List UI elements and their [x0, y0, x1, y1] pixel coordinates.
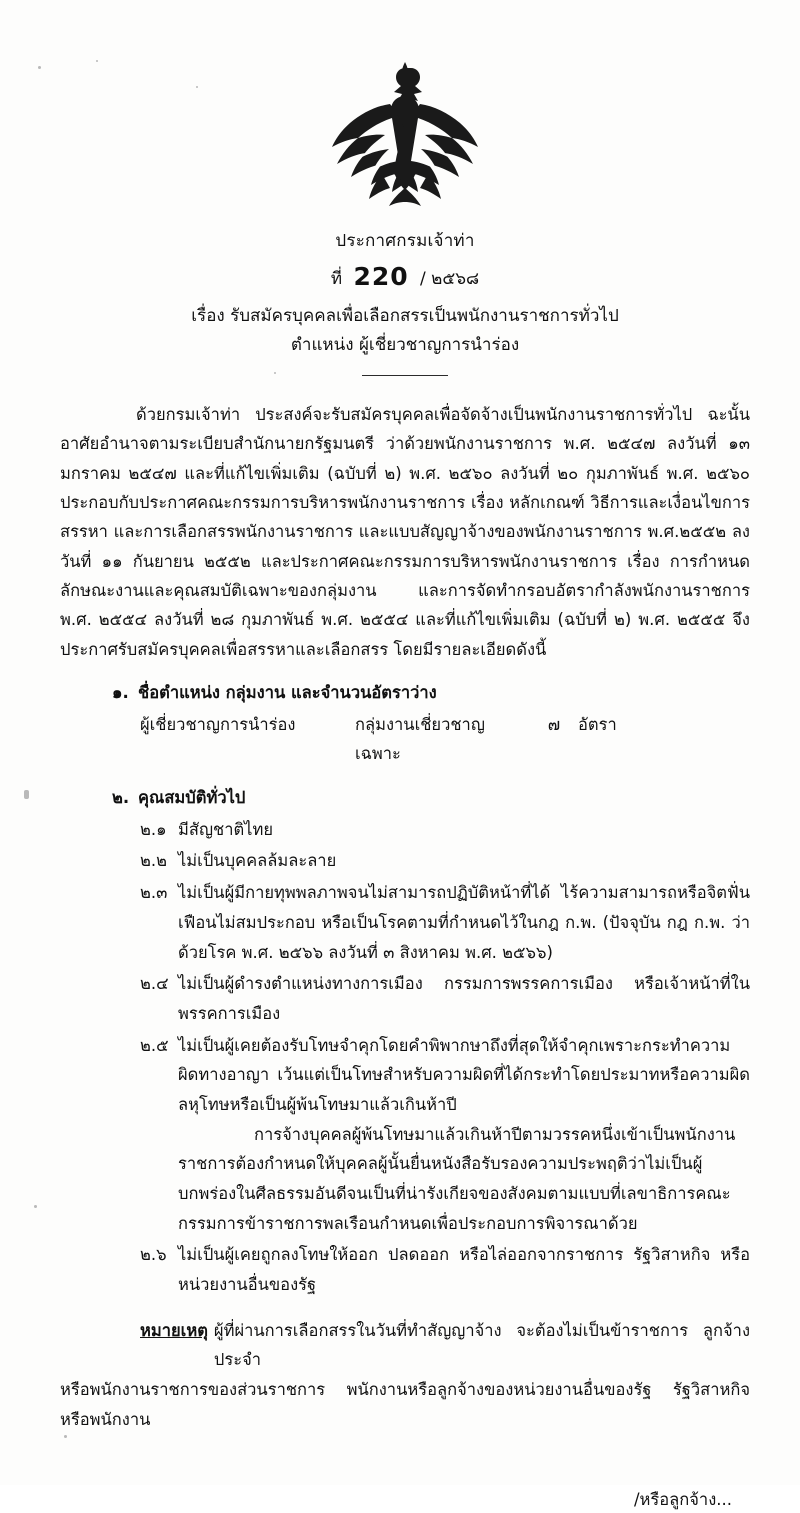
scan-speck — [34, 1205, 37, 1208]
section-1-heading — [60, 678, 750, 708]
section-1-title: ชื่อตำแหน่ง กลุ่มงาน และจำนวนอัตราว่าง — [138, 683, 437, 703]
position-unit: อัตรา — [578, 714, 617, 734]
intro-body — [60, 400, 750, 664]
section-qualifications — [60, 783, 750, 1300]
list-item — [60, 969, 750, 1028]
heading-divider — [362, 375, 448, 376]
item-number: ๒.๖ — [140, 1245, 167, 1265]
section-position — [60, 678, 750, 769]
item-sub-text: การจ้างบุคคลผู้พ้นโทษมาแล้วเกินห้าปีตามวรรคหนึ่งเข้าเป็นพนักงานราชการต้องกำหนดให้บุคคลผู้นั้นยื่นหนังสือรับรองความประพฤติว่าไม่เป็นผู้บกพร่องในศีลธรรมอันดีจนเป็นที่น่ารังเกียจของสังคมตามแบบที่เลขาธิการคณะกรรมการข้าราชการพลเรือนกำหนดเพื่อประกอบการพิจารณาด้วย — [178, 1124, 736, 1233]
item-number: ๒.๓ — [140, 883, 168, 903]
number-prefix: ที่ — [330, 269, 343, 290]
announcement-position: ตำแหน่ง ผู้เชี่ยวชาญการนำร่อง — [290, 335, 520, 356]
announcement-title: ประกาศกรมเจ้าท่า — [335, 231, 475, 251]
note-label: หมายเหตุ — [140, 1320, 208, 1340]
item-number: ๒.๒ — [140, 851, 167, 871]
position-count: ๗ — [547, 714, 561, 734]
item-number: ๒.๔ — [140, 974, 169, 994]
note-block — [60, 1316, 750, 1375]
note-continuation: หรือพนักงานราชการของส่วนราชการ พนักงานหรือลูกจ้างของหน่วยงานอื่นของรัฐ รัฐวิสาหกิจ หรือพนักงาน — [60, 1380, 750, 1429]
section-2-number: ๒. — [112, 788, 130, 808]
item-number: ๒.๕ — [140, 1035, 169, 1055]
list-item — [60, 1031, 750, 1239]
list-item — [60, 1240, 750, 1299]
list-item — [60, 815, 750, 845]
item-text: ไม่เป็นบุคคลล้มละลาย — [178, 851, 337, 871]
item-main-text: ไม่เป็นผู้เคยต้องรับโทษจำคุกโดยคำพิพากษาถึงที่สุดให้จำคุกเพราะกระทำความผิดทางอาญา เว้นแต่เป็นโทษสำหรับความผิดที่ได้กระทำโดยประมาทหรือความผิดลหุโทษหรือเป็นผู้พ้นโทษมาแล้วเกินห้าปี — [178, 1035, 750, 1114]
position-row — [60, 710, 750, 769]
section-2-heading — [60, 783, 750, 813]
list-item — [60, 878, 750, 967]
announcement-number: 220 — [353, 262, 409, 292]
position-group: กลุ่มงานเชี่ยวชาญเฉพาะ — [355, 714, 485, 764]
intro-paragraph: ด้วยกรมเจ้าท่า ประสงค์จะรับสมัครบุคคลเพื่อจัดจ้างเป็นพนักงานราชการทั่วไป ฉะนั้น อาศัยอำนาจตามระเบียบสำนักนายกรัฐมนตรี ว่าด้วยพนักงานราชการ พ.ศ. ๒๕๔๗ ลงวันที่ ๑๓ มกราคม ๒๕๔๗ และที่แก้ไขเพิ่มเติม (ฉบับที่ ๒) พ.ศ. ๒๕๖๐ ลงวันที่ ๒๐ กุมภาพันธ์ พ.ศ. ๒๕๖๐ ประกอบกับประกาศคณะกรรมการบริหารพนักงานราชการ เรื่อง หลักเกณฑ์ วิธีการและเงื่อนไขการสรรหา และการเลือกสรรพนักงานราชการ และแบบสัญญาจ้างของพนักงานราชการ พ.ศ.๒๕๕๒ ลงวันที่ ๑๑ กันยายน ๒๕๕๒ และประกาศคณะกรรมการบริหารพนักงานราชการ เรื่อง การกำหนดลักษณะงานและคุณสมบัติเฉพาะของกลุ่มงาน และการจัดทำกรอบอัตรากำลังพนักงานราชการ พ.ศ. ๒๕๕๔ ลงวันที่ ๒๘ กุมภาพันธ์ พ.ศ. ๒๕๕๔ และที่แก้ไขเพิ่มเติม (ฉบับที่ ๒) พ.ศ. ๒๕๕๕ จึงประกาศรับสมัครบุคคลเพื่อสรรหาและเลือกสรร โดยมีรายละเอียดดังนี้ — [60, 404, 750, 659]
section-1-number: ๑. — [112, 683, 129, 703]
item-text: ไม่เป็นผู้มีกายทุพพลภาพจนไม่สามารถปฏิบัติหน้าที่ได้ ไร้ความสามารถหรือจิตฟั่นเฟือนไม่สมประกอบ หรือเป็นโรคตามที่กำหนดไว้ในกฎ ก.พ. (ปัจจุบัน กฎ ก.พ. ว่าด้วยโรค พ.ศ. ๒๕๖๖ ลงวันที่ ๓ สิงหาคม พ.ศ. ๒๕๖๖) — [178, 883, 750, 962]
scan-speck — [24, 790, 29, 799]
item-text: ไม่เป็นผู้เคยถูกลงโทษให้ออก ปลดออก หรือไล่ออกจากราชการ รัฐวิสาหกิจ หรือหน่วยงานอื่นของรัฐ — [178, 1245, 750, 1295]
document-heading — [60, 228, 750, 376]
announcement-number-line — [60, 258, 750, 297]
section-2-title: คุณสมบัติทั่วไป — [138, 788, 246, 808]
document-content — [60, 0, 750, 1513]
item-text: มีสัญชาติไทย — [178, 819, 274, 839]
item-number: ๒.๑ — [140, 819, 167, 839]
item-text: ไม่เป็นผู้ดำรงตำแหน่งทางการเมือง กรรมการพรรคการเมือง หรือเจ้าหน้าที่ในพรรคการเมือง — [178, 974, 750, 1023]
emblem-container — [60, 0, 750, 216]
scan-speck — [38, 66, 41, 69]
garuda-emblem — [310, 62, 500, 212]
item-text — [178, 1031, 750, 1239]
page-footer-note: /หรือลูกจ้าง... — [633, 1489, 732, 1509]
position-title: ผู้เชี่ยวชาญการนำร่อง — [140, 714, 296, 734]
note-text: ผู้ที่ผ่านการเลือกสรรในวันที่ทำสัญญาจ้าง จะต้องไม่เป็นข้าราชการ ลูกจ้างประจำ — [213, 1320, 750, 1370]
announcement-subject: เรื่อง รับสมัครบุคคลเพื่อเลือกสรรเป็นพนักงานราชการทั่วไป — [191, 306, 619, 327]
list-item — [60, 846, 750, 876]
number-suffix: / ๒๕๖๘ — [420, 269, 480, 290]
